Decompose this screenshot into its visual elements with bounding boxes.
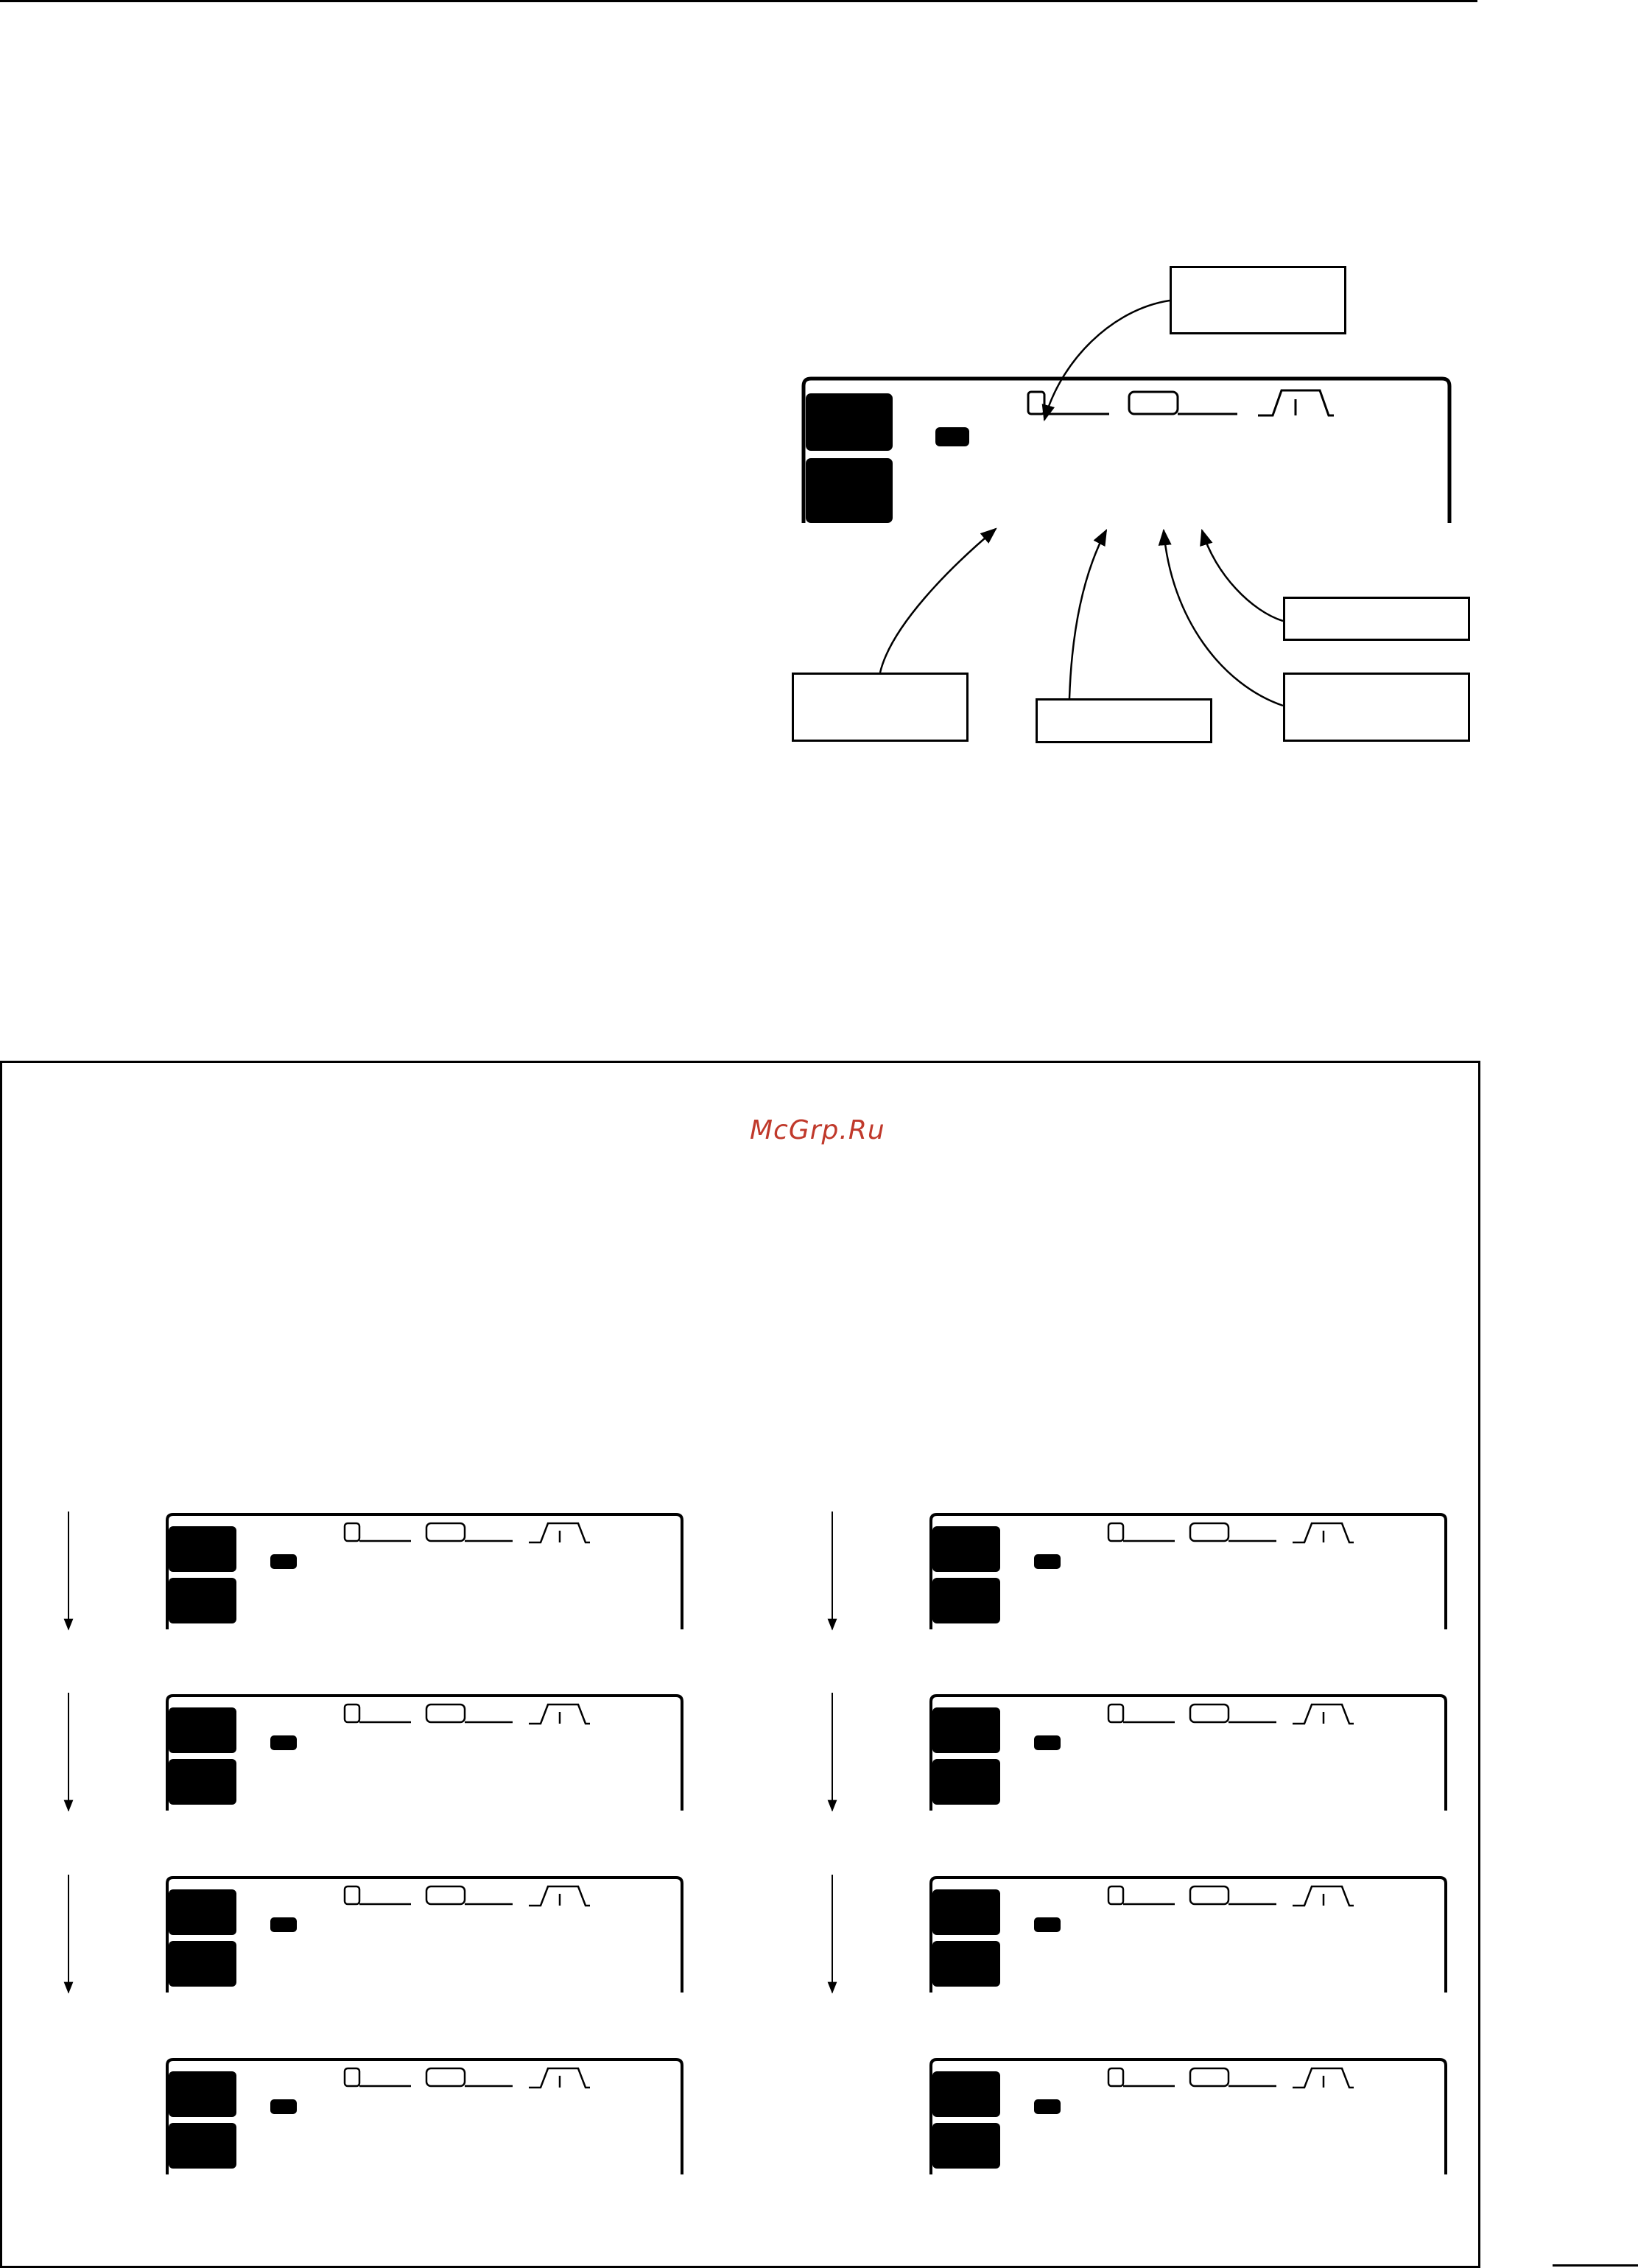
watermark: McGrp.Ru: [750, 1115, 885, 1145]
page-corner-rule: [1553, 2264, 1638, 2267]
